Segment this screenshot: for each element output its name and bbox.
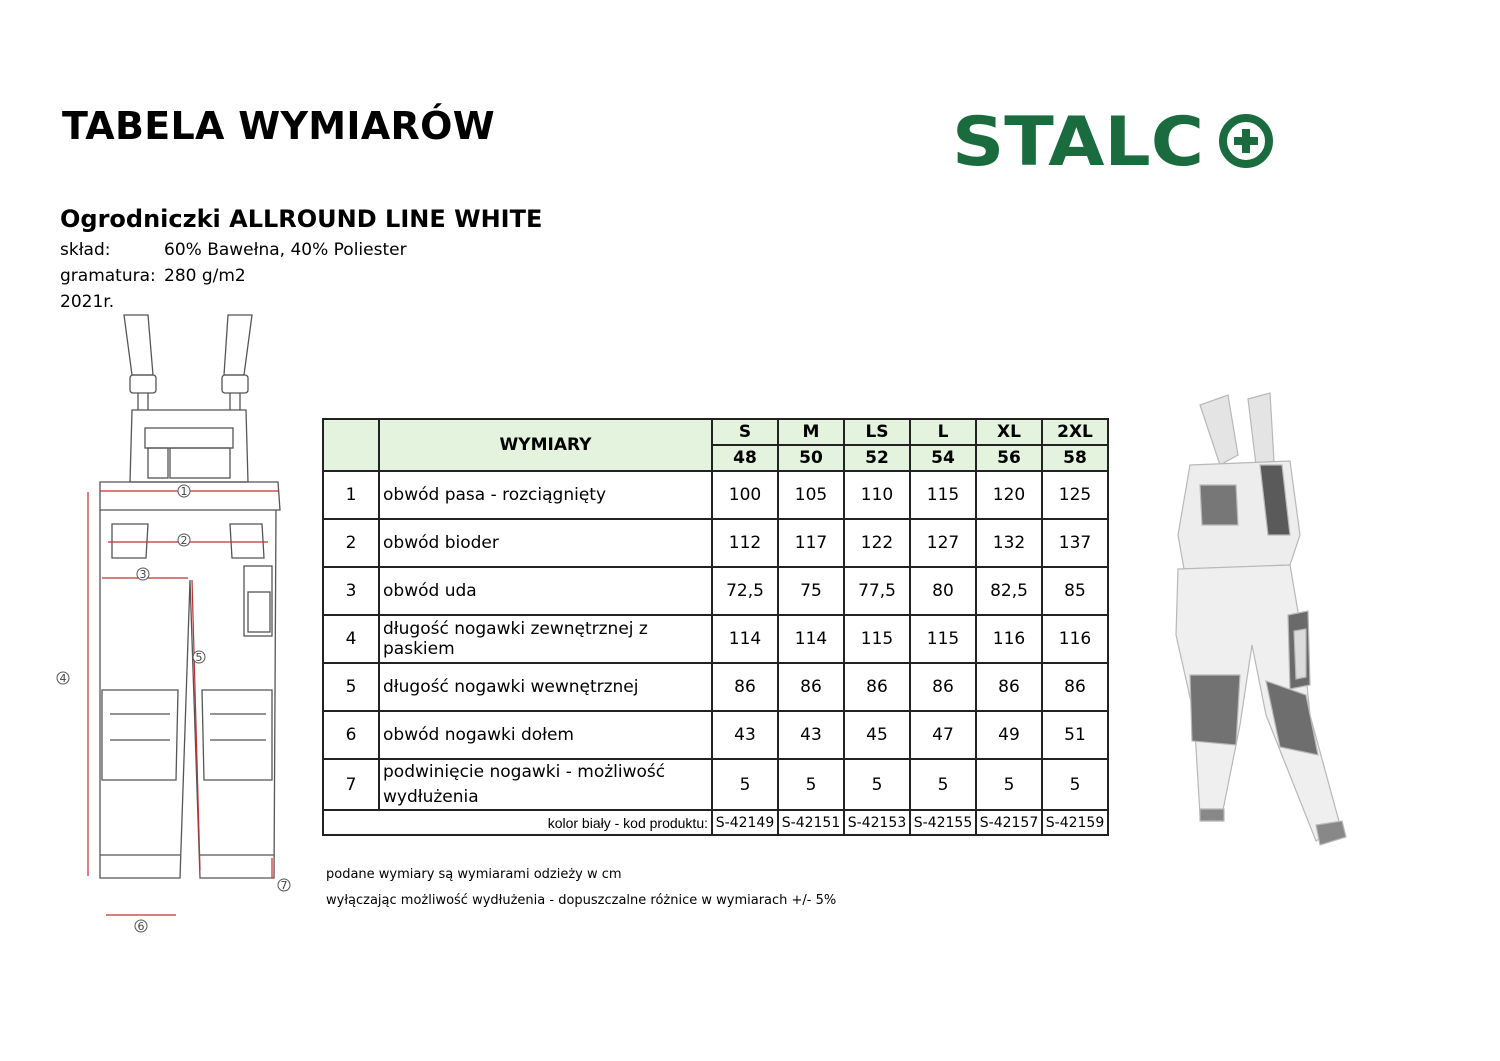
product-code: S-42159 [1042,810,1108,835]
drawing-marker-5: 5 [195,651,203,664]
row-value: 75 [778,567,844,615]
size-label: S [712,419,778,445]
table-row [323,663,1108,711]
row-value: 125 [1042,471,1108,519]
row-value: 86 [1042,663,1108,711]
table-row [323,519,1108,567]
row-value: 5 [844,759,910,810]
size-table [322,418,1109,836]
row-value: 120 [976,471,1042,519]
row-value: 132 [976,519,1042,567]
weight-value: 280 g/m2 [164,266,246,286]
row-measure-name: podwinięcie nogawki - możliwość wydłużenia [379,759,712,810]
table-row [323,711,1108,759]
row-value: 85 [1042,567,1108,615]
row-measure-name: obwód pasa - rozciągnięty [379,471,712,519]
row-value: 77,5 [844,567,910,615]
overalls-drawing [50,310,300,935]
row-number: 4 [323,615,379,663]
page-title: TABELA WYMIARÓW [62,104,495,148]
composition-value: 60% Bawełna, 40% Poliester [164,240,407,260]
row-value: 122 [844,519,910,567]
row-value: 82,5 [976,567,1042,615]
product-name: Ogrodniczki ALLROUND LINE WHITE [60,205,543,233]
size-number: 52 [844,445,910,471]
drawing-marker-7: 7 [280,879,288,892]
size-number: 50 [778,445,844,471]
product-code: S-42153 [844,810,910,835]
row-number: 5 [323,663,379,711]
row-value: 43 [778,711,844,759]
table-row [323,759,1108,810]
overalls-photo [1140,385,1370,855]
row-value: 43 [712,711,778,759]
header-number-cell [323,419,379,471]
drawing-marker-6: 6 [137,920,145,933]
row-value: 5 [976,759,1042,810]
row-measure-name: obwód bioder [379,519,712,567]
row-value: 114 [712,615,778,663]
row-measure-name: obwód uda [379,567,712,615]
row-value: 100 [712,471,778,519]
row-number: 3 [323,567,379,615]
row-value: 110 [844,471,910,519]
weight-label: gramatura: [60,266,156,286]
row-value: 117 [778,519,844,567]
product-code: S-42155 [910,810,976,835]
product-code-label: kolor biały - kod produktu: [323,810,712,835]
row-value: 86 [712,663,778,711]
row-number: 7 [323,759,379,810]
row-value: 115 [910,615,976,663]
row-value: 116 [1042,615,1108,663]
product-code: S-42151 [778,810,844,835]
row-value: 49 [976,711,1042,759]
size-label: 2XL [1042,419,1108,445]
row-value: 115 [910,471,976,519]
size-number: 58 [1042,445,1108,471]
row-value: 51 [1042,711,1108,759]
product-code: S-42157 [976,810,1042,835]
table-row [323,471,1108,519]
row-measure-name: obwód nogawki dołem [379,711,712,759]
row-value: 72,5 [712,567,778,615]
row-value: 45 [844,711,910,759]
row-value: 5 [778,759,844,810]
row-value: 116 [976,615,1042,663]
row-value: 86 [778,663,844,711]
row-value: 127 [910,519,976,567]
product-code-row [323,810,1108,835]
brand-name: STALC [952,108,1204,172]
drawing-marker-2: 2 [180,534,188,547]
drawing-marker-1: 1 [180,485,188,498]
row-value: 5 [1042,759,1108,810]
row-value: 86 [844,663,910,711]
row-value: 112 [712,519,778,567]
composition-label: skład: [60,240,111,260]
size-label: XL [976,419,1042,445]
stalco-logo [952,108,1282,172]
row-measure-name: długość nogawki zewnętrznej z paskiem [379,615,712,663]
drawing-marker-4: 4 [59,672,67,685]
composition-row [60,240,460,262]
year: 2021r. [60,292,115,312]
table-row [323,615,1108,663]
size-label: LS [844,419,910,445]
row-measure-name: długość nogawki wewnętrznej [379,663,712,711]
row-number: 2 [323,519,379,567]
weight-row [60,266,460,288]
size-number: 48 [712,445,778,471]
row-value: 105 [778,471,844,519]
row-value: 80 [910,567,976,615]
row-value: 86 [910,663,976,711]
size-number: 56 [976,445,1042,471]
row-value: 137 [1042,519,1108,567]
row-value: 114 [778,615,844,663]
drawing-marker-3: 3 [139,568,147,581]
row-value: 86 [976,663,1042,711]
size-label: M [778,419,844,445]
note-tolerance: wyłączając możliwość wydłużenia - dopuszczalne różnice w wymiarach +/- 5% [326,893,837,908]
row-value: 47 [910,711,976,759]
product-code: S-42149 [712,810,778,835]
note-units: podane wymiary są wymiarami odzieży w cm [326,867,622,882]
size-label: L [910,419,976,445]
row-value: 5 [910,759,976,810]
row-number: 6 [323,711,379,759]
header-label: WYMIARY [379,419,712,471]
row-number: 1 [323,471,379,519]
row-value: 5 [712,759,778,810]
row-value: 115 [844,615,910,663]
size-number: 54 [910,445,976,471]
table-row [323,567,1108,615]
